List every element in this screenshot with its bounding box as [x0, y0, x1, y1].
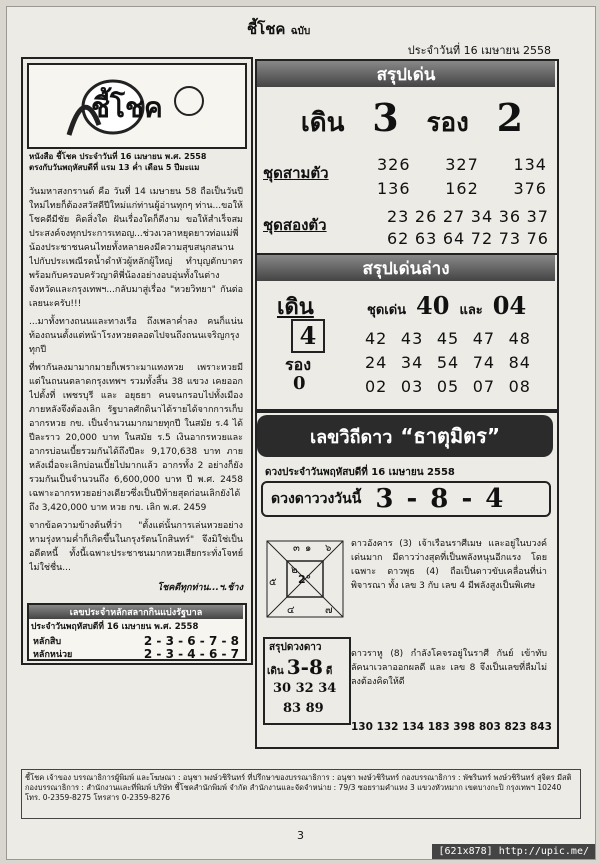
set3-label: ชุดสามตัว	[263, 164, 329, 182]
lower-number: 05	[436, 377, 460, 396]
summary-stars-row-2: 83 89	[283, 701, 324, 716]
bottom-number-row: 130 132 134 183 398 803 823 843	[351, 721, 552, 733]
row-label: หลักหน่วย	[33, 650, 73, 660]
main-pick-row	[287, 95, 537, 143]
lower-main-number: 4	[291, 319, 325, 353]
lower-number: 02	[365, 377, 388, 396]
star-text: ดาวอังคาร (3) เจ้าเรือนราศีเมษ และอยู่ในบวงค์เด่นมาก มีดาวว่างสุดที่เป็นพลังหนุนอีกแรง โดยเฉพาะ ดาวพุธ (4) ถือเป็นดาวขับเคลื่อนที่น่าพิจารณา ทั้ง เลข 3 กับ เลข 4 มีพลังสูงเป็นพิเศษ	[351, 539, 547, 591]
signoff: โชคดีทุกท่าน...ฯ.ช้าง	[157, 583, 243, 593]
lower-second-number: 0	[293, 373, 306, 394]
summary-stars-main	[267, 655, 332, 679]
set2-number: 63	[414, 229, 438, 248]
digit-row	[33, 634, 239, 648]
lower-set-b: 04	[492, 291, 527, 320]
today-box	[261, 481, 551, 517]
chart-cell: ๕	[269, 577, 277, 588]
credits-footer: ชี้โชค เจ้าของ บรรณาธิการผู้พิมพ์ และโฆษณา : อนุชา พงษ์วชิรินทร์ ที่ปรึกษาของบรรณาธิการ : อนุชา พงษ์วชิรินทร์ กองบรรณาธิการ : พัชรินทร์ พงษ์วชิรินทร์ สุจิตร มีสติ กองบรรณาธิการ : สำนักงานและที่พิมพ์ บริษัท ชี้โชคสำนักพิมพ์ จำกัด สำนักงานและจัดจำหน่าย : 79/3 ซอยรามคำแหง 3 แขวงหัวหมาก เขตบางกะปิ กรุงเทพฯ 10240 โทร. 0-2359-8275 โทรสาร 0-2359-8276	[21, 769, 581, 819]
set2-number: 73	[498, 229, 522, 248]
newspaper-page	[6, 6, 596, 860]
set2-number: 36	[498, 207, 522, 226]
set2-row-2	[387, 229, 549, 248]
lower-number: 24	[365, 353, 388, 372]
lower-set-row	[367, 291, 526, 320]
star-subtitle: ดวงประจำวันพฤหัสบดีที่ 16 เมษายน 2558	[265, 467, 455, 478]
chart-cell: ๒	[291, 565, 298, 576]
star-title: เลขวิถีดาว	[309, 426, 393, 448]
main-number: 3	[372, 95, 399, 140]
upload-stamp: [621x878] http://upic.me/	[432, 844, 595, 859]
set3-number: 326	[377, 155, 411, 174]
page-number: 3	[297, 829, 304, 842]
lower-number: 43	[400, 329, 424, 348]
chart-cell: ๓	[293, 543, 300, 554]
set3-number: 327	[445, 155, 479, 174]
set2-number: 64	[442, 229, 466, 248]
lower-set-and: และ	[459, 303, 483, 318]
article-paragraph: ...มาทั้งทางถนนและทางเรือ ถึงเพลาค่ำลง คนก็แน่นท้องถนนตั้งแต่หน้าโรงหวยตลอดไปจนถึงถนนเจริญกรุงทุกปี	[29, 317, 243, 355]
set2-label: ชุดสองตัว	[263, 216, 327, 234]
chart-cell: ๖	[325, 543, 332, 554]
lower-set-label: ชุดเด่น	[367, 303, 407, 318]
second-number: 2	[496, 95, 524, 140]
article-paragraph: จากข้อความข้างต้นที่ว่า "ตั้งแต่นั้นการเล่นหวยอย่างหามรุ่งหามค่ำก็เกิดขึ้นในกรุงรัตนโกสินทร์" จึงมิใช่เป็นอดีตหนี้ ทั้งนี้เฉพาะประชาชนมากหวยเสียกระทั่งโจทย์ไม่ใช่ชื่น...	[29, 521, 243, 573]
today-label: ดวงดาววงวันนี้	[271, 491, 362, 507]
masthead: ชี้โชค ฉบับ	[247, 20, 311, 38]
lower-number: 07	[472, 377, 496, 396]
lower-number: 42	[365, 329, 388, 348]
caption-line-2: ตรงกับวันพฤหัสบดีที่ แรม 13 ค่ำ เดือน 5 ปีมะแม	[29, 163, 200, 172]
set3-row-2	[377, 179, 547, 198]
set2-number: 37	[526, 207, 549, 226]
lottery-mascot-logo	[29, 65, 245, 147]
article-body	[29, 185, 243, 577]
set3-row-1	[377, 155, 547, 174]
star-text-2: ดาวราหู (8) กำลังโคจรอยู่ในราศี กันย์ เข้าทับลัคนาเวลาออกผลดี และ เลข 8 จึงเป็นเลขที่ลืมไม่ลงต้องคิดให้ดี	[351, 649, 547, 687]
lottery-box-date: ประจำวันพฤหัสบดีที่ 16 เมษายน พ.ศ. 2558	[31, 622, 199, 632]
summary-stars-title: สรุปดวงดาว	[269, 642, 322, 653]
set2-row-1	[387, 207, 549, 226]
lower-number: 08	[508, 377, 531, 396]
lower-number: 34	[400, 353, 424, 372]
set2-number: 27	[442, 207, 466, 226]
caption-line-1: หนังสือ ชี้โชค ประจำวันที่ 16 เมษายน พ.ศ. 2558	[29, 152, 207, 161]
lower-summary-title: สรุปเด่นล่าง	[257, 255, 555, 281]
lower-number: 74	[472, 353, 496, 372]
set2-number: 62	[387, 229, 410, 248]
summary-stars-label: เดิน	[267, 666, 284, 677]
lower-row-2	[365, 353, 531, 372]
logo-box	[27, 63, 247, 149]
chart-center: 2°	[298, 573, 312, 586]
main-label: เดิน	[300, 108, 345, 138]
star-name: “ธาตุมิตร”	[400, 424, 501, 448]
lower-main-label: เดิน	[277, 294, 314, 320]
lower-row-3	[365, 377, 531, 396]
lower-second-label: รอง	[285, 355, 312, 374]
summary-stars-row-1: 30 32 34	[273, 681, 337, 696]
set3-number: 136	[377, 179, 411, 198]
lower-set-a: 40	[416, 291, 450, 320]
issue-date: ประจำวันที่ 16 เมษายน 2558	[407, 44, 551, 57]
summary-title: สรุปเด่น	[257, 61, 555, 87]
article-paragraph: วันมหาสงกรานต์ คือ วันที่ 14 เมษายน 58 ถือเป็นวันปีใหม่ไทยก็ต้องสวัสดีปีใหม่แก่ท่านผู้อ่านทุกๆ ท่าน...ขอให้โชคดีมีชัย คิดสิ่งใด ฝันเรื่องใดก็ดีงาม ขอให้สำเร็จสมประสงค์จงทุกประการเทอญ...ช่วงเวลาหยุดยาวท่อแม่พี่น้องประชาชนคนไทยทั้งหลายคงมีความสุขสนุกสนานไปกับประเพณีรดน้ำดำหัวผู้หลักผู้ใหญ่ ทำบุญตักบาตรพร้อมกับครอบครัวญาติพี่น้องอย่างอบอุ่นทั้งในต่างจังหวัดและกรุงเทพฯ...กลับมาสู่เรื่อง "หวยวิทยา" กันต่อเลยนะครับ!!!	[29, 187, 243, 309]
lottery-box-title: เลขประจำหลักสลากกินแบ่งรัฐบาล	[29, 605, 243, 619]
chart-cell: ๑	[305, 543, 312, 554]
lower-number: 45	[436, 329, 460, 348]
lower-number: 54	[436, 353, 460, 372]
row-label: หลักสิบ	[33, 637, 62, 647]
lower-number: 84	[508, 353, 531, 372]
summary-stars-suffix: ดี	[325, 666, 333, 677]
set2-number: 76	[526, 229, 549, 248]
set2-number: 26	[414, 207, 438, 226]
chart-cell: ๗	[325, 605, 333, 616]
logo-text: ชี้โชค	[91, 91, 163, 124]
set2-number: 72	[470, 229, 494, 248]
summary-stars-numbers: 3-8	[286, 655, 323, 679]
row-value: 2 - 3 - 6 - 7 - 8	[143, 634, 239, 648]
lower-number: 03	[400, 377, 424, 396]
chart-cell: ๔	[287, 605, 295, 616]
set3-number: 134	[513, 155, 547, 174]
set2-number: 34	[470, 207, 494, 226]
issue-caption	[29, 151, 243, 173]
row-value: 2 - 3 - 4 - 6 - 7	[143, 647, 239, 661]
second-label: รอง	[426, 108, 469, 138]
today-numbers: 3 - 8 - 4	[375, 484, 506, 514]
star-banner	[257, 415, 553, 457]
set2-number: 23	[387, 207, 410, 226]
set3-number: 376	[513, 179, 547, 198]
lower-number: 47	[472, 329, 496, 348]
lower-row-1	[365, 329, 531, 348]
digit-row	[33, 647, 239, 661]
lower-number: 48	[508, 329, 531, 348]
set3-number: 162	[445, 179, 479, 198]
article-paragraph: ที่พากันลงมามากมายก็เพราะมาแทงหวย เพราะหวยมีแต่ในถนนตลาดกรุงเทพฯ รวมทั้งสิ้น 38 แขวง เคยออกไปตั้งที่ เพชรบุรี และ อยุธยา คนจนกรอบไปทั้งเมือง ภายหลังจึงต้องเลิก รัฐบาลศักดินาได้รายได้จากการเก็บอากรหวย กข. เป็นจำนวนมากมายทุกปี ในสมัย ร.4 ได้ปีละราว 20,000 บาท ในสมัย ร.5 เงินอากรหวยและอากรบ่อนเบี้ยรวมกันได้ถึงปีละ 9,170,638 บาท ภายหลังเมื่อจะเลิกบ่อนเบี้ยไปมากแล้ว อากรทั้ง 2 อย่างก็ยังรวมกันเป็นจำนวนถึง 6,600,000 บาท ปี พ.ศ. 2458 เฉพาะอากรหวยอย่างเดียวซึ่งเป็นปีท้ายสุดก่อนเลิกยังได้ถึง 3,420,000 บาท หวย กข. เลิก พ.ศ. 2459	[29, 363, 243, 513]
